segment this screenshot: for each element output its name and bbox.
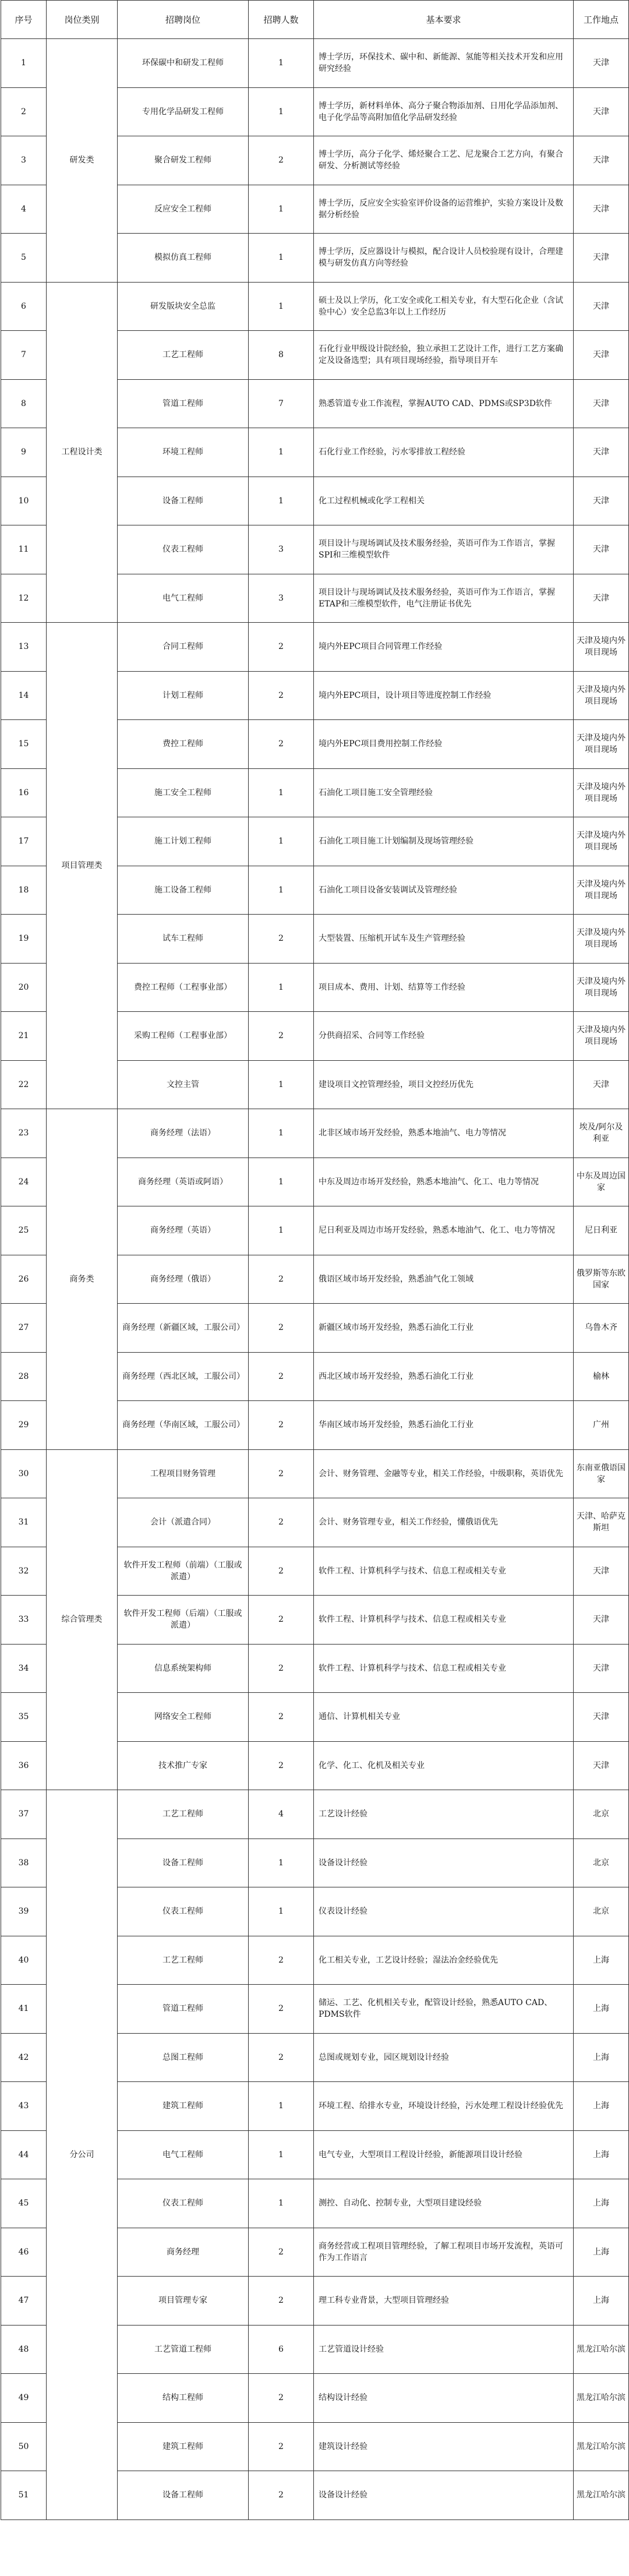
row-no: 37 [1,1790,47,1839]
row-requirement: 电气专业，大型项目工程设计经验，新能源项目设计经验 [314,2130,574,2179]
table-row [1,282,629,331]
row-location: 北京 [574,1790,629,1839]
row-no: 42 [1,2033,47,2082]
row-location: 北京 [574,1887,629,1936]
row-no: 15 [1,720,47,769]
row-position: 施工安全工程师 [118,768,249,817]
row-location: 东南亚俄语国家 [574,1449,629,1498]
row-position: 网络安全工程师 [118,1693,249,1742]
row-no: 46 [1,2228,47,2277]
row-count: 8 [249,331,314,380]
row-count: 1 [249,866,314,915]
row-position: 软件开发工程师（前端）（工服或派遣） [118,1547,249,1596]
row-position: 工艺工程师 [118,331,249,380]
row-count: 1 [249,817,314,866]
row-location: 上海 [574,2033,629,2082]
row-requirement: 境内外EPC项目，设计项目等进度控制工作经验 [314,671,574,720]
row-requirement: 博士学历，新材料单体、高分子聚合物添加剂、日用化学品添加剂、电子化学品等高附加值化学品研发经验 [314,87,574,136]
row-location: 天津及境内外项目现场 [574,671,629,720]
row-requirement: 境内外EPC项目费用控制工作经验 [314,720,574,769]
row-count: 2 [249,671,314,720]
table-row [1,1449,629,1498]
header-no: 序号 [1,1,47,39]
row-location: 上海 [574,2277,629,2326]
row-no: 5 [1,234,47,283]
row-count: 2 [249,1644,314,1693]
row-position: 费控工程师（工程事业部） [118,963,249,1012]
row-no: 16 [1,768,47,817]
row-location: 黑龙江哈尔滨 [574,2325,629,2374]
row-requirement: 软件工程、计算机科学与技术、信息工程或相关专业 [314,1644,574,1693]
row-no: 38 [1,1839,47,1887]
row-count: 1 [249,1060,314,1109]
row-position: 施工计划工程师 [118,817,249,866]
row-requirement: 熟悉管道专业工作流程，掌握AUTO CAD、PDMS或SP3D软件 [314,379,574,428]
recruitment-table [1,0,629,2520]
row-count: 6 [249,2325,314,2374]
header-position: 招聘岗位 [118,1,249,39]
row-no: 14 [1,671,47,720]
row-requirement: 博士学历，高分子化学、烯烃聚合工艺、尼龙聚合工艺方向，有聚合研发、分析测试等经验 [314,136,574,185]
row-count: 2 [249,2471,314,2520]
row-count: 2 [249,623,314,672]
row-no: 51 [1,2471,47,2520]
row-count: 2 [249,2422,314,2471]
row-no: 3 [1,136,47,185]
row-count: 2 [249,2374,314,2423]
row-requirement: 会计、财务管理、金融等专业，相关工作经验，中级职称，英语优先 [314,1449,574,1498]
row-location: 天津 [574,477,629,525]
row-no: 30 [1,1449,47,1498]
row-no: 29 [1,1401,47,1450]
row-requirement: 总图或规划专业，园区规划设计经验 [314,2033,574,2082]
row-location: 天津 [574,39,629,88]
row-no: 50 [1,2422,47,2471]
row-position: 设备工程师 [118,1839,249,1887]
row-position: 结构工程师 [118,2374,249,2423]
row-location: 上海 [574,2179,629,2228]
row-count: 2 [249,1547,314,1596]
row-no: 47 [1,2277,47,2326]
row-position: 合同工程师 [118,623,249,672]
row-location: 上海 [574,2130,629,2179]
row-count: 2 [249,915,314,964]
row-location: 天津 [574,136,629,185]
row-requirement: 软件工程、计算机科学与技术、信息工程或相关专业 [314,1547,574,1596]
row-count: 1 [249,39,314,88]
header-row [1,1,629,39]
row-requirement: 储运、工艺、化机相关专业，配管设计经验，熟悉AUTO CAD、PDMS软件 [314,1985,574,2034]
row-no: 49 [1,2374,47,2423]
row-position: 建筑工程师 [118,2422,249,2471]
row-count: 3 [249,525,314,574]
row-location: 天津 [574,574,629,623]
row-location: 黑龙江哈尔滨 [574,2422,629,2471]
row-position: 商务经理（俄语） [118,1255,249,1304]
row-requirement: 境内外EPC项目合同管理工作经验 [314,623,574,672]
row-requirement: 新疆区域市场开发经验，熟悉石油化工行业 [314,1304,574,1353]
row-position: 工程项目财务管理 [118,1449,249,1498]
row-requirement: 工艺设计经验 [314,1790,574,1839]
row-position: 工艺工程师 [118,1936,249,1985]
row-no: 13 [1,623,47,672]
row-count: 1 [249,282,314,331]
row-position: 环境工程师 [118,428,249,477]
row-count: 1 [249,2179,314,2228]
row-requirement: 商务经营或工程项目管理经验，了解工程项目市场开发流程，英语可作为工作语言 [314,2228,574,2277]
row-location: 黑龙江哈尔滨 [574,2471,629,2520]
row-no: 33 [1,1596,47,1645]
row-position: 施工设备工程师 [118,866,249,915]
row-location: 黑龙江哈尔滨 [574,2374,629,2423]
row-no: 19 [1,915,47,964]
row-no: 36 [1,1741,47,1790]
row-position: 项目管理专家 [118,2277,249,2326]
row-count: 1 [249,87,314,136]
row-location: 天津 [574,1547,629,1596]
row-location: 天津 [574,282,629,331]
row-position: 工艺管道工程师 [118,2325,249,2374]
row-no: 21 [1,1012,47,1061]
row-position: 模拟仿真工程师 [118,234,249,283]
row-location: 天津及境内外项目现场 [574,866,629,915]
row-position: 商务经理（华南区域，工服公司） [118,1401,249,1450]
row-location: 天津 [574,185,629,234]
table-row [1,1109,629,1158]
row-position: 商务经理（英语或阿语） [118,1158,249,1206]
row-count: 1 [249,428,314,477]
row-count: 2 [249,1596,314,1645]
row-location: 俄罗斯等东欧国家 [574,1255,629,1304]
row-no: 34 [1,1644,47,1693]
row-requirement: 北非区域市场开发经验，熟悉本地油气、电力等情况 [314,1109,574,1158]
row-position: 商务经理 [118,2228,249,2277]
row-requirement: 尼日利亚及周边市场开发经验，熟悉本地油气、化工、电力等情况 [314,1206,574,1255]
row-location: 上海 [574,2228,629,2277]
row-location: 上海 [574,1936,629,1985]
row-position: 管道工程师 [118,379,249,428]
row-location: 天津 [574,525,629,574]
row-location: 广州 [574,1401,629,1450]
row-count: 1 [249,234,314,283]
row-position: 信息系统架构师 [118,1644,249,1693]
row-no: 8 [1,379,47,428]
row-position: 设备工程师 [118,477,249,525]
row-requirement: 石油化工项目施工安全管理经验 [314,768,574,817]
row-count: 2 [249,2228,314,2277]
row-no: 2 [1,87,47,136]
row-requirement: 化工相关专业，工艺设计经验；湿法冶金经验优先 [314,1936,574,1985]
row-no: 48 [1,2325,47,2374]
row-category: 项目管理类 [47,623,118,1109]
row-location: 天津 [574,1644,629,1693]
row-count: 7 [249,379,314,428]
row-count: 2 [249,1012,314,1061]
row-location: 天津及境内外项目现场 [574,963,629,1012]
row-position: 专用化学品研发工程师 [118,87,249,136]
row-requirement: 建筑设计经验 [314,2422,574,2471]
row-count: 2 [249,1255,314,1304]
row-count: 1 [249,2130,314,2179]
row-no: 44 [1,2130,47,2179]
row-no: 45 [1,2179,47,2228]
row-requirement: 测控、自动化、控制专业，大型项目建设经验 [314,2179,574,2228]
row-no: 7 [1,331,47,380]
row-location: 天津及境内外项目现场 [574,1012,629,1061]
row-location: 天津 [574,1596,629,1645]
row-no: 1 [1,39,47,88]
row-position: 商务经理（法语） [118,1109,249,1158]
table-body [1,39,629,2520]
row-count: 1 [249,185,314,234]
row-no: 31 [1,1498,47,1547]
row-requirement: 设备设计经验 [314,2471,574,2520]
row-requirement: 项目设计与现场调试及技术服务经验，英语可作为工作语言，掌握SPI和三维模型软件 [314,525,574,574]
header-category: 岗位类别 [47,1,118,39]
row-no: 43 [1,2082,47,2131]
row-no: 25 [1,1206,47,1255]
row-position: 仪表工程师 [118,1887,249,1936]
row-count: 3 [249,574,314,623]
row-position: 软件开发工程师（后端）（工服或派遣） [118,1596,249,1645]
row-no: 12 [1,574,47,623]
row-count: 2 [249,1352,314,1401]
row-requirement: 设备设计经验 [314,1839,574,1887]
row-position: 环保碳中和研发工程师 [118,39,249,88]
row-count: 2 [249,1985,314,2034]
row-position: 商务经理（西北区域，工服公司） [118,1352,249,1401]
row-requirement: 软件工程、计算机科学与技术、信息工程或相关专业 [314,1596,574,1645]
row-position: 反应安全工程师 [118,185,249,234]
row-category: 分公司 [47,1790,118,2520]
row-requirement: 化工过程机械或化学工程相关 [314,477,574,525]
row-count: 1 [249,963,314,1012]
row-location: 天津 [574,1741,629,1790]
row-no: 23 [1,1109,47,1158]
row-position: 计划工程师 [118,671,249,720]
row-position: 总图工程师 [118,2033,249,2082]
row-requirement: 中东及周边市场开发经验，熟悉本地油气、化工、电力等情况 [314,1158,574,1206]
row-no: 11 [1,525,47,574]
row-location: 榆林 [574,1352,629,1401]
row-requirement: 博士学历，环保技术、碳中和、新能源、氢能等相关技术开发和应用研究经验 [314,39,574,88]
row-position: 仪表工程师 [118,525,249,574]
row-no: 10 [1,477,47,525]
row-requirement: 化学、化工、化机及相关专业 [314,1741,574,1790]
row-count: 2 [249,1498,314,1547]
row-count: 2 [249,1741,314,1790]
row-requirement: 仪表设计经验 [314,1887,574,1936]
row-requirement: 通信、计算机相关专业 [314,1693,574,1742]
row-count: 1 [249,768,314,817]
row-count: 2 [249,720,314,769]
header-requirement: 基本要求 [314,1,574,39]
row-no: 32 [1,1547,47,1596]
table-row [1,39,629,88]
row-location: 天津及境内外项目现场 [574,623,629,672]
row-location: 埃及/阿尔及利亚 [574,1109,629,1158]
row-location: 天津 [574,87,629,136]
row-count: 4 [249,1790,314,1839]
row-requirement: 俄语区域市场开发经验，熟悉油气化工领域 [314,1255,574,1304]
row-requirement: 项目成本、费用、计划、结算等工作经验 [314,963,574,1012]
row-no: 28 [1,1352,47,1401]
row-requirement: 分供商招采、合同等工作经验 [314,1012,574,1061]
row-requirement: 工艺管道设计经验 [314,2325,574,2374]
row-requirement: 石油化工项目施工计划编制及现场管理经验 [314,817,574,866]
row-category: 商务类 [47,1109,118,1450]
row-location: 天津及境内外项目现场 [574,768,629,817]
row-location: 上海 [574,1985,629,2034]
row-no: 40 [1,1936,47,1985]
row-location: 乌鲁木齐 [574,1304,629,1353]
row-no: 22 [1,1060,47,1109]
row-position: 研发版块安全总监 [118,282,249,331]
row-location: 天津 [574,331,629,380]
row-requirement: 硕士及以上学历，化工安全或化工相关专业，有大型石化企业（含试验中心）安全总监3年以上工作经历 [314,282,574,331]
row-location: 尼日利亚 [574,1206,629,1255]
row-position: 聚合研发工程师 [118,136,249,185]
row-no: 35 [1,1693,47,1742]
row-category: 综合管理类 [47,1449,118,1790]
row-count: 1 [249,1887,314,1936]
row-location: 北京 [574,1839,629,1887]
header-location: 工作地点 [574,1,629,39]
row-position: 费控工程师 [118,720,249,769]
row-requirement: 项目设计与现场调试及技术服务经验，英语可作为工作语言，掌握ETAP和三维模型软件，电气注册证书优先 [314,574,574,623]
row-position: 试车工程师 [118,915,249,964]
row-count: 2 [249,136,314,185]
row-location: 中东及周边国家 [574,1158,629,1206]
row-requirement: 石化行业工作经验，污水零排放工程经验 [314,428,574,477]
row-location: 天津、哈萨克斯坦 [574,1498,629,1547]
row-no: 39 [1,1887,47,1936]
row-no: 24 [1,1158,47,1206]
row-position: 技术推广专家 [118,1741,249,1790]
row-no: 9 [1,428,47,477]
row-requirement: 西北区域市场开发经验，熟悉石油化工行业 [314,1352,574,1401]
row-location: 天津 [574,234,629,283]
row-no: 27 [1,1304,47,1353]
row-count: 2 [249,1693,314,1742]
row-no: 18 [1,866,47,915]
row-location: 天津 [574,428,629,477]
row-no: 6 [1,282,47,331]
row-no: 41 [1,1985,47,2034]
row-count: 2 [249,2033,314,2082]
row-location: 天津及境内外项目现场 [574,817,629,866]
row-location: 天津及境内外项目现场 [574,720,629,769]
row-position: 采购工程师（工程事业部） [118,1012,249,1061]
row-requirement: 大型装置、压缩机开试车及生产管理经验 [314,915,574,964]
row-location: 上海 [574,2082,629,2131]
row-category: 研发类 [47,39,118,283]
row-location: 天津 [574,1060,629,1109]
row-position: 电气工程师 [118,574,249,623]
row-position: 文控主管 [118,1060,249,1109]
row-count: 1 [249,1109,314,1158]
row-requirement: 理工科专业背景，大型项目管理经验 [314,2277,574,2326]
row-count: 2 [249,1304,314,1353]
row-location: 天津 [574,379,629,428]
row-position: 商务经理（新疆区域，工服公司） [118,1304,249,1353]
table-row [1,1790,629,1839]
header-count: 招聘人数 [249,1,314,39]
row-location: 天津及境内外项目现场 [574,915,629,964]
row-requirement: 博士学历，反应安全实验室评价设备的运营维护，实验方案设计及数据分析经验 [314,185,574,234]
row-count: 2 [249,2277,314,2326]
row-count: 1 [249,477,314,525]
row-requirement: 建设项目文控管理经验，项目文控经历优先 [314,1060,574,1109]
row-position: 建筑工程师 [118,2082,249,2131]
row-requirement: 博士学历，反应器设计与模拟，配合设计人员校验现有设计，合理建模与研发仿真方向等经验 [314,234,574,283]
row-count: 1 [249,2082,314,2131]
row-count: 2 [249,1449,314,1498]
row-requirement: 结构设计经验 [314,2374,574,2423]
row-position: 仪表工程师 [118,2179,249,2228]
row-requirement: 石油化工项目设备安装调试及管理经验 [314,866,574,915]
row-position: 会计（派遣合同） [118,1498,249,1547]
row-location: 天津 [574,1693,629,1742]
row-position: 商务经理（英语） [118,1206,249,1255]
row-requirement: 环境工程、给排水专业，环境设计经验，污水处理工程设计经验优先 [314,2082,574,2131]
row-position: 工艺工程师 [118,1790,249,1839]
row-position: 设备工程师 [118,2471,249,2520]
row-category: 工程设计类 [47,282,118,623]
row-no: 20 [1,963,47,1012]
row-position: 管道工程师 [118,1985,249,2034]
row-requirement: 会计、财务管理专业，相关工作经验，懂俄语优先 [314,1498,574,1547]
row-count: 2 [249,1401,314,1450]
table-row [1,623,629,672]
row-no: 4 [1,185,47,234]
row-position: 电气工程师 [118,2130,249,2179]
row-count: 1 [249,1839,314,1887]
row-requirement: 石化行业甲级设计院经验，独立承担工艺设计工作，进行工艺方案确定及设备选型；具有项目现场经验，指导项目开车 [314,331,574,380]
row-no: 17 [1,817,47,866]
row-count: 2 [249,1936,314,1985]
row-count: 1 [249,1158,314,1206]
row-no: 26 [1,1255,47,1304]
row-count: 1 [249,1206,314,1255]
row-requirement: 华南区域市场开发经验，熟悉石油化工行业 [314,1401,574,1450]
